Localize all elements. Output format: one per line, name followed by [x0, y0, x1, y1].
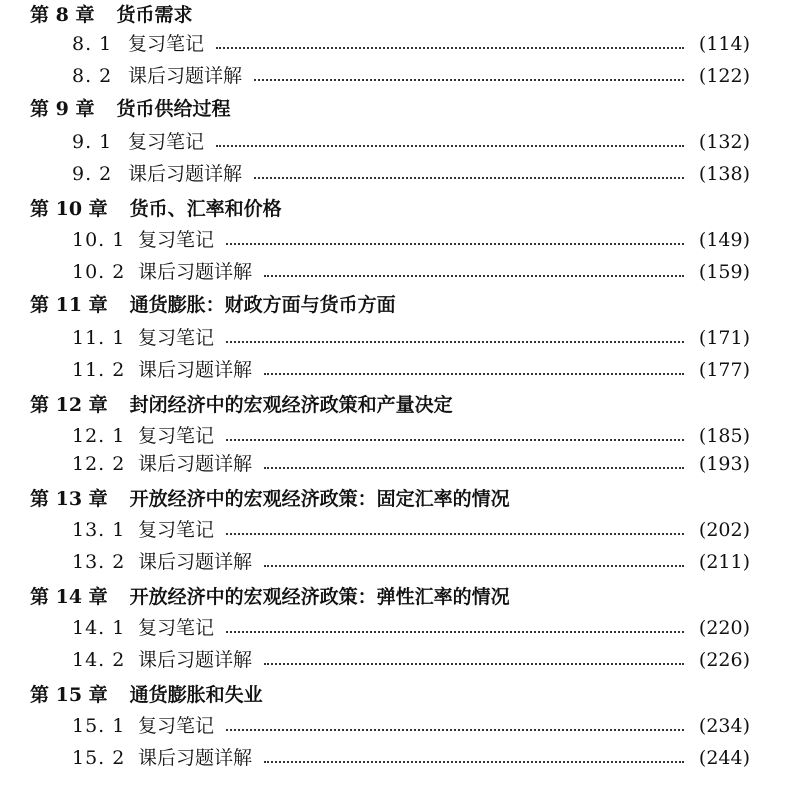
page-number: (185)	[698, 425, 750, 447]
chapter-heading	[30, 484, 510, 514]
dot-leader	[226, 532, 684, 535]
chapter-number: 第 8 章	[30, 4, 95, 26]
page-number: (149)	[698, 229, 750, 251]
section-title: 课后习题详解	[138, 551, 253, 573]
chapter-number: 第 15 章	[30, 684, 108, 706]
toc-entry[interactable]	[72, 742, 750, 774]
toc-entry[interactable]	[72, 448, 750, 480]
chapter-title: 开放经济中的宏观经济政策：弹性汇率的情况	[129, 586, 510, 608]
section-number: 10. 2	[72, 261, 126, 283]
page-number: (193)	[698, 453, 750, 475]
section-title: 课后习题详解	[138, 649, 253, 671]
page-number: (177)	[698, 359, 750, 381]
dot-leader	[226, 728, 684, 731]
page-number: (138)	[698, 163, 750, 185]
chapter-number: 第 14 章	[30, 586, 108, 608]
toc-entry[interactable]	[72, 612, 750, 644]
dot-leader	[254, 176, 684, 179]
chapter-number: 第 12 章	[30, 394, 108, 416]
section-title: 课后习题详解	[138, 747, 253, 769]
section-title: 复习笔记	[128, 131, 205, 153]
chapter-number: 第 10 章	[30, 198, 108, 220]
dot-leader	[226, 242, 684, 245]
chapter-number: 第 11 章	[30, 294, 108, 316]
chapter-heading	[30, 194, 282, 224]
section-title: 复习笔记	[138, 425, 215, 447]
dot-leader	[226, 438, 684, 441]
chapter-heading	[30, 680, 263, 710]
toc-entry[interactable]	[72, 60, 750, 92]
toc-entry[interactable]	[72, 28, 750, 60]
section-title: 复习笔记	[138, 715, 215, 737]
section-number: 8. 2	[72, 65, 113, 87]
section-title: 复习笔记	[138, 229, 215, 251]
chapter-heading	[30, 582, 510, 612]
toc-entry[interactable]	[72, 514, 750, 546]
page-number: (220)	[698, 617, 750, 639]
page-number: (202)	[698, 519, 750, 541]
chapter-heading	[30, 94, 230, 124]
section-number: 11. 1	[72, 327, 126, 349]
section-number: 11. 2	[72, 359, 126, 381]
section-number: 10. 1	[72, 229, 126, 251]
dot-leader	[254, 78, 684, 81]
chapter-title: 通货膨胀：财政方面与货币方面	[129, 294, 396, 316]
section-title: 课后习题详解	[138, 359, 253, 381]
chapter-number: 第 9 章	[30, 98, 95, 120]
section-number: 9. 1	[72, 131, 113, 153]
dot-leader	[264, 662, 684, 665]
section-number: 13. 1	[72, 519, 126, 541]
page-number: (171)	[698, 327, 750, 349]
section-title: 课后习题详解	[138, 261, 253, 283]
chapter-number: 第 13 章	[30, 488, 108, 510]
toc-entry[interactable]	[72, 710, 750, 742]
toc-entry[interactable]	[72, 546, 750, 578]
section-title: 复习笔记	[138, 617, 215, 639]
chapter-title: 封闭经济中的宏观经济政策和产量决定	[129, 394, 453, 416]
chapter-title: 货币供给过程	[116, 98, 231, 120]
toc-entry[interactable]	[72, 158, 750, 190]
section-title: 复习笔记	[128, 33, 205, 55]
toc-entry[interactable]	[72, 256, 750, 288]
dot-leader	[264, 372, 684, 375]
page-number: (122)	[698, 65, 750, 87]
chapter-heading	[30, 0, 192, 30]
section-number: 15. 2	[72, 747, 126, 769]
section-title: 课后习题详解	[138, 453, 253, 475]
section-number: 12. 2	[72, 453, 126, 475]
section-title: 复习笔记	[138, 327, 215, 349]
section-number: 13. 2	[72, 551, 126, 573]
chapter-heading	[30, 290, 396, 320]
dot-leader	[264, 466, 684, 469]
page-number: (132)	[698, 131, 750, 153]
toc-entry[interactable]	[72, 354, 750, 386]
chapter-title: 通货膨胀和失业	[129, 684, 263, 706]
page-number: (159)	[698, 261, 750, 283]
toc-entry[interactable]	[72, 322, 750, 354]
dot-leader	[264, 564, 684, 567]
page-number: (211)	[698, 551, 750, 573]
section-number: 14. 1	[72, 617, 126, 639]
dot-leader	[216, 144, 684, 147]
dot-leader	[264, 274, 684, 277]
page-number: (114)	[698, 33, 750, 55]
dot-leader	[226, 630, 684, 633]
chapter-title: 开放经济中的宏观经济政策：固定汇率的情况	[129, 488, 510, 510]
page-number: (244)	[698, 747, 750, 769]
section-number: 15. 1	[72, 715, 126, 737]
dot-leader	[226, 340, 684, 343]
chapter-heading	[30, 390, 453, 420]
page-number: (226)	[698, 649, 750, 671]
dot-leader	[216, 46, 684, 49]
toc-entry[interactable]	[72, 224, 750, 256]
section-number: 8. 1	[72, 33, 113, 55]
section-number: 9. 2	[72, 163, 113, 185]
section-title: 课后习题详解	[128, 65, 243, 87]
chapter-title: 货币需求	[116, 4, 193, 26]
section-number: 14. 2	[72, 649, 126, 671]
section-title: 课后习题详解	[128, 163, 243, 185]
dot-leader	[264, 760, 684, 763]
toc-entry[interactable]	[72, 644, 750, 676]
section-title: 复习笔记	[138, 519, 215, 541]
page-number: (234)	[698, 715, 750, 737]
toc-entry[interactable]	[72, 126, 750, 158]
chapter-title: 货币、汇率和价格	[129, 198, 282, 220]
section-number: 12. 1	[72, 425, 126, 447]
